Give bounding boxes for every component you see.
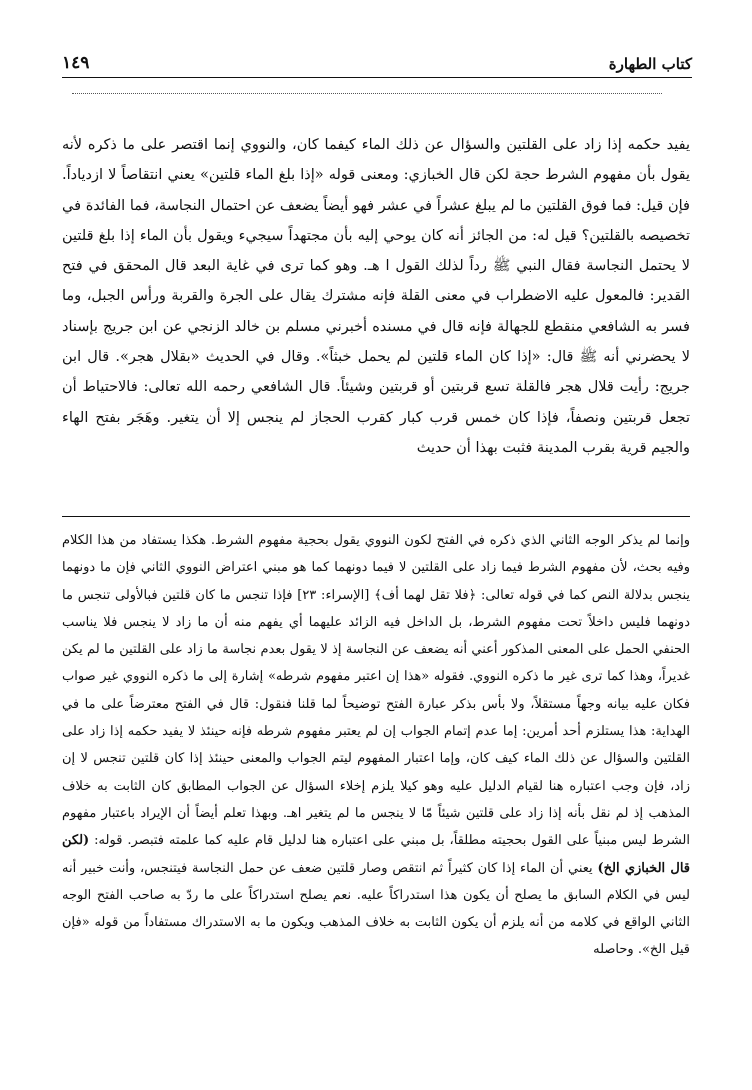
commentary-paragraph	[62, 527, 690, 964]
commentary-part-2: يعني أن الماء إذا كان كثيراً ثم انتقص وصار قلتين ضعف عن حمل النجاسة فيتنجس، وأنت خبير أنه ليس في الكلام السابق ما يصلح أن يكون هذا استدراكاً عليه. نعم يصلح استدراكاً على ما ردّ به صاحب الفتح الوجه الثاني الواقع في كلامه من أنه يلزم أن يكون الثابت به خلاف المذهب ويكون ما به الاستدراك مستفاداً من قوله «فإن قيل الخ». وحاصله	[62, 860, 690, 958]
page-number: ١٤٩	[62, 53, 90, 73]
main-text	[62, 130, 690, 463]
dotted-divider	[72, 93, 662, 94]
commentary-part-1: وإنما لم يذكر الوجه الثاني الذي ذكره في الفتح لكون النووي يقول بحجية مفهوم الشرط. هكذا يستفاد من هذا الكلام وفيه بحث، لأن مفهوم الشرط فيما زاد على القلتين لا فيما دونهما كما هو مبني اعتراض النووي الثاني فإن ما دونهما ينجس بدلالة النص كما في قوله تعالى: ﴿فلا تقل لهما أف﴾ [الإسراء: ٢٣] فإذا تنجس ما كان قلتين فبالأولى تنجس ما دونهما فليس داخلاً تحت مفهوم الشرط، بل الداخل فيه الزائد عليهما أي يفهم منه أن ما زاد لا ينجس فلا يناسب الحنفي الحمل على المعنى المذكور أعني أنه يضعف عن النجاسة إذ لا يقول بعدم نجاسة ما زاد على القلتين ما لم يكن غديراً، وهذا كما ترى غير ما ذكره النووي. فقوله «هذا إن اعتبر مفهوم شرطه» إشارة إلى ما ذكره النووي غير صواب فكان عليه بيانه وجهاً مستقلاً، ولا بأس بذكر عبارة الفتح توضيحاً لما قلنا فنقول: قال في الفتح معترضاً على ما في الهداية: هذا يستلزم أحد أمرين: إما عدم إتمام الجواب إن لم يعتبر مفهوم شرطه فإنه حينئذ لا يفيد حكمه إذا زاد على القلتين والسؤال عن ذلك الماء كيف كان، وإما اعتبار المفهوم ليتم الجواب والمعنى حينئذ إذا كان قلتين تنجس لا إن زاد، فإن وجب اعتباره هنا لقيام الدليل عليه وهو كيلا يلزم إخلاء السؤال عن الجواب المطابق كان الثابت به خلاف المذهب إذ لم نقل بأنه إذا زاد على قلتين شيئاً مّا لا ينجس ما لم يتغير اهـ. وبهذا تعلم أيضاً أن الإيراد باعتبار مفهوم الشرط ليس مبنياً على القول بحجيته مطلقاً، بل مبني على اعتباره هنا لدليل قام عليه كما علمته فتبصر. قوله:	[62, 533, 690, 849]
footnote-separator	[62, 516, 690, 517]
commentary-text	[62, 527, 690, 964]
page-header	[62, 44, 692, 78]
commentary-bold-phrase: (لكن قال الخبازي الخ)	[62, 833, 690, 876]
main-paragraph: يفيد حكمه إذا زاد على القلتين والسؤال عن ذلك الماء كيفما كان، والنووي إنما اقتصر على ما ذكره لأنه يقول بأن مفهوم الشرط حجة لكن قال الخبازي: ومعنى قوله «إذا بلغ الماء قلتين» يعني انتقاصاً لا ازدياداً. فإن قيل: فما فوق القلتين ما لم يبلغ عشراً في عشر فهو أيضاً يضعف عن احتمال النجاسة، فما الفائدة في تخصيصه بالقلتين؟ قيل له: من الجائز أنه كان يوحي إليه بأن مجتهداً سيجيء ويقول بأن الماء إذا بلغ قلتين لا يحتمل النجاسة فقال النبي ﷺ رداً لذلك القول ا هـ. وهو كما ترى في غاية البعد قال المحقق في فتح القدير: فالمعول عليه الاضطراب في معنى القلة فإنه مشترك يقال على الجرة والقربة ورأس الجبل، وما فسر به الشافعي منقطع للجهالة فإنه قال في مسنده أخبرني مسلم بن خالد الزنجي عن ابن جريج بإسناد لا يحضرني أنه ﷺ قال: «إذا كان الماء قلتين لم يحمل خبثاً». وقال في الحديث «بقلال هجر». قال ابن جريج: رأيت قلال هجر فالقلة تسع قربتين أو قربتين وشيئاً. قال الشافعي رحمه الله تعالى: فالاحتياط أن تجعل قربتين ونصفاً، فإذا كان خمس قرب كبار كقرب الحجاز لم ينجس إلا أن يتغير. وهَجَر بفتح الهاء والجيم قرية بقرب المدينة فثبت بهذا أن حديث	[62, 137, 690, 456]
book-title: كتاب الطهارة	[608, 55, 692, 73]
